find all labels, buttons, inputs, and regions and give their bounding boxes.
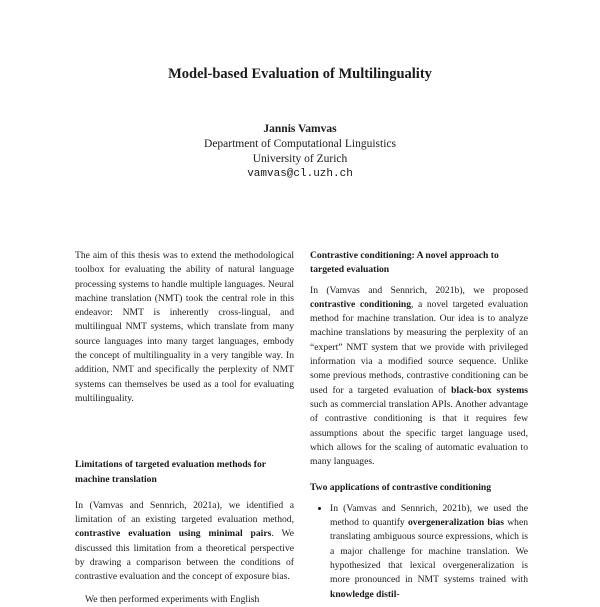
cc-text-c: such as commercial translation APIs. Another advantage of contrastive conditioning is that it requires few assumptions about the specific target language used, which allows for the scaling of automatic evaluation to many languages. [310, 398, 528, 468]
author-email: vamvas@cl.uzh.ch [247, 168, 353, 180]
limitations-paragraph [75, 499, 294, 585]
section-heading-applications: Two applications of contrastive conditioning [310, 482, 492, 494]
bullet-text-a: In (Vamvas and Sennrich, 2021b), we used the method to quantify [330, 502, 528, 529]
contrastive-conditioning-paragraph [310, 284, 528, 470]
abstract-paragraph: The aim of this thesis was to extend the methodological toolbox for evaluating the ability of natural language processing systems to handle multiple languages. Neural machine translation (NMT) took the central role in this endeavor: NMT is inherently cross-lingual, and multilingual NMT systems, which translate from many source languages into many target languages, embody the concept of multilinguality in a very tangible way. In addition, NMT and specifically the perplexity of NMT systems can themselves be used as a tool for evaluating multilinguality. [75, 250, 294, 404]
bullet-bold-knowledge: knowledge distil- [330, 588, 400, 600]
limitations-bold-term: contrastive evaluation using minimal pairs [75, 528, 272, 540]
bullet-bold-overgeneralization: overgeneralization bias [407, 517, 504, 529]
cc-text-a: In (Vamvas and Sennrich, 2021b), we proposed [310, 284, 528, 296]
section-heading-contrastive-conditioning: Contrastive conditioning: A novel approach to targeted evaluation [310, 250, 499, 276]
right-column [310, 249, 528, 602]
bullet-text-b: when translating ambiguous source expressions, which is a major challenge for machine translation. We hypothesized that lexical overgeneralization is more pronounced in NMT systems trained with [330, 517, 529, 586]
limitations-text-a: In (Vamvas and Sennrich, 2021a), we identified a limitation of an existing targeted evaluation method, [75, 499, 294, 526]
author-name: Jannis Vamvas [263, 123, 337, 135]
author-block [0, 122, 600, 182]
applications-list [310, 502, 528, 602]
author-university: University of Zurich [252, 153, 348, 165]
left-column [75, 249, 294, 607]
cc-bold-term: contrastive conditioning [310, 298, 412, 310]
author-department: Department of Computational Linguistics [204, 138, 396, 150]
paper-title: Model-based Evaluation of Multilinguality [168, 66, 432, 82]
list-item [330, 502, 528, 602]
experiments-paragraph: We then performed experiments with English [85, 593, 260, 605]
cc-text-b: , a novel targeted evaluation method for machine translation. Our idea is to analyze machine translations by measuring the perplexity of an “expert” NMT system that we provide with privileged information via a modified source sequence. Unlike some previous methods, contrastive conditioning can be used for a targeted evaluation of [310, 298, 528, 396]
section-heading-limitations: Limitations of targeted evaluation methods for machine translation [75, 459, 266, 485]
cc-bold-blackbox: black-box systems [451, 384, 529, 396]
limitations-text-b: . We discussed this limitation from a theoretical perspective by drawing a comparison between the conditions of contrastive evaluation and the concept of exposure bias. [75, 528, 295, 583]
